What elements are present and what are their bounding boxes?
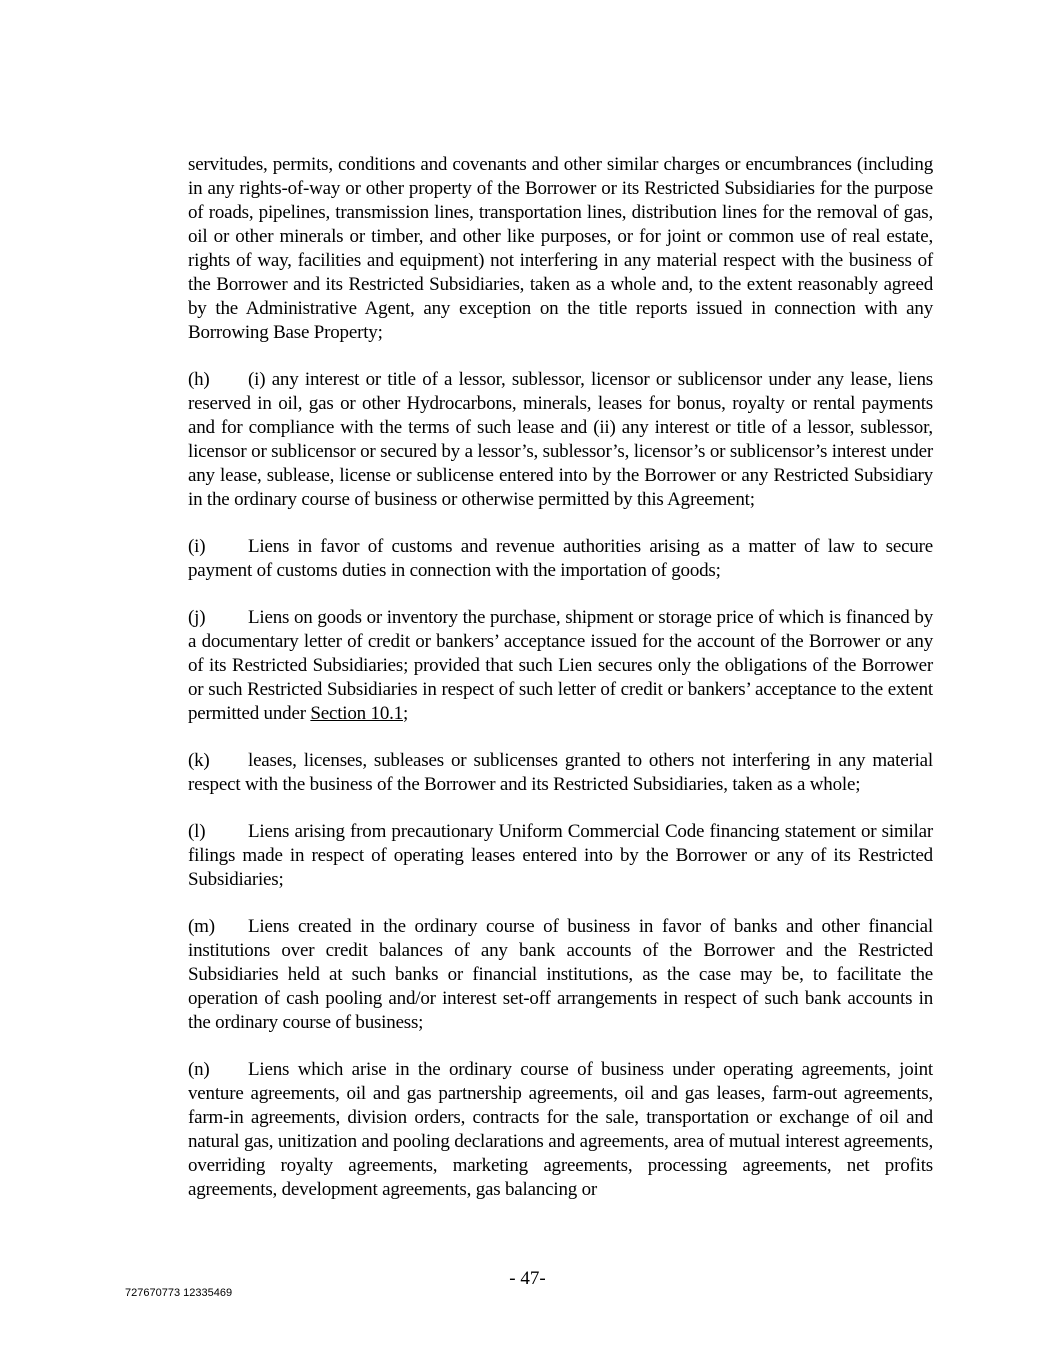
paragraph-text: Liens arising from precautionary Uniform Commercial Code financing statement or similar filings made in respect of operating leases entered into by the Borrower or any of its Restricted Subsidiaries; [188,821,933,890]
paragraph-text: Liens on goods or inventory the purchase, shipment or storage price of which is financed by a documentary letter of credit or bankers’ acceptance issued for the account of the Borrower or any of its Restricted Subsidiaries; provided that such Lien secures only the obligations of the Borrower or such Restricted Subsidiaries in respect of such letter of credit or bankers’ acceptance to the extent permitted under [188,607,933,724]
clause-marker: (l) [188,821,206,842]
paragraph-i [188,535,933,583]
paragraph-g-continuation [188,153,933,345]
paragraph-text: servitudes, permits, conditions and covenants and other similar charges or encumbrances (including in any rights-of-way or other property of the Borrower or its Restricted Subsidiaries for the purpose of roads, pipelines, transmission lines, transportation lines, distribution lines for the removal of gas, oil or other minerals or timber, and other like purposes, or for joint or common use of real estate, rights of way, facilities and equipment) not interfering in any material respect with the business of the Borrower and its Restricted Subsidiaries, taken as a whole and, to the extent reasonably agreed by the Administrative Agent, any exception on the title reports issued in connection with any Borrowing Base Property; [188,154,933,343]
paragraph-m [188,915,933,1035]
paragraph-text: (i) any interest or title of a lessor, sublessor, licensor or sublicensor under any lease, liens reserved in oil, gas or other Hydrocarbons, minerals, leases for bonus, royalty or rental payments and for compliance with the terms of such lease and (ii) any interest or title of a lessor, sublessor, licensor or sublicensor or secured by a lessor’s, sublessor’s, licensor’s or sublicensor’s interest under any lease, sublease, license or sublicense entered into by the Borrower or any Restricted Subsidiary in the ordinary course of business or otherwise permitted by this Agreement; [188,369,933,510]
paragraph-n [188,1058,933,1202]
paragraph-l [188,820,933,892]
paragraph-k [188,749,933,797]
paragraph-text: leases, licenses, subleases or sublicenses granted to others not interfering in any material respect with the business of the Borrower and its Restricted Subsidiaries, taken as a whole; [188,750,933,795]
paragraph-text-end: ; [402,703,409,724]
clause-marker: (i) [188,536,206,557]
clause-marker: (k) [188,750,210,771]
section-cross-reference: Section 10.1 [310,703,403,724]
paragraph-text: Liens in favor of customs and revenue authorities arising as a matter of law to secure payment of customs duties in connection with the importation of goods; [188,536,933,581]
document-body [188,153,933,1225]
clause-marker: (j) [188,607,206,628]
page-number: - 47- [509,1268,546,1289]
paragraph-h [188,368,933,512]
paragraph-text: Liens which arise in the ordinary course of business under operating agreements, joint venture agreements, oil and gas partnership agreements, oil and gas leases, farm-out agreements, farm-in agreements, division orders, contracts for the sale, transportation or exchange of oil and natural gas, unitization and pooling declarations and agreements, area of mutual interest agreements, overriding royalty agreements, marketing agreements, processing agreements, net profits agreements, development agreements, gas balancing or [188,1059,933,1200]
clause-marker: (m) [188,916,215,937]
paragraph-j [188,606,933,726]
document-id: 727670773 12335469 [125,1287,233,1299]
clause-marker: (h) [188,369,210,390]
paragraph-text: Liens created in the ordinary course of business in favor of banks and other financial institutions over credit balances of any bank accounts of the Borrower and the Restricted Subsidiaries held at such banks or financial institutions, as the case may be, to facilitate the operation of cash pooling and/or interest set-off arrangements in respect of such bank accounts in the ordinary course of business; [188,916,933,1033]
clause-marker: (n) [188,1059,210,1080]
